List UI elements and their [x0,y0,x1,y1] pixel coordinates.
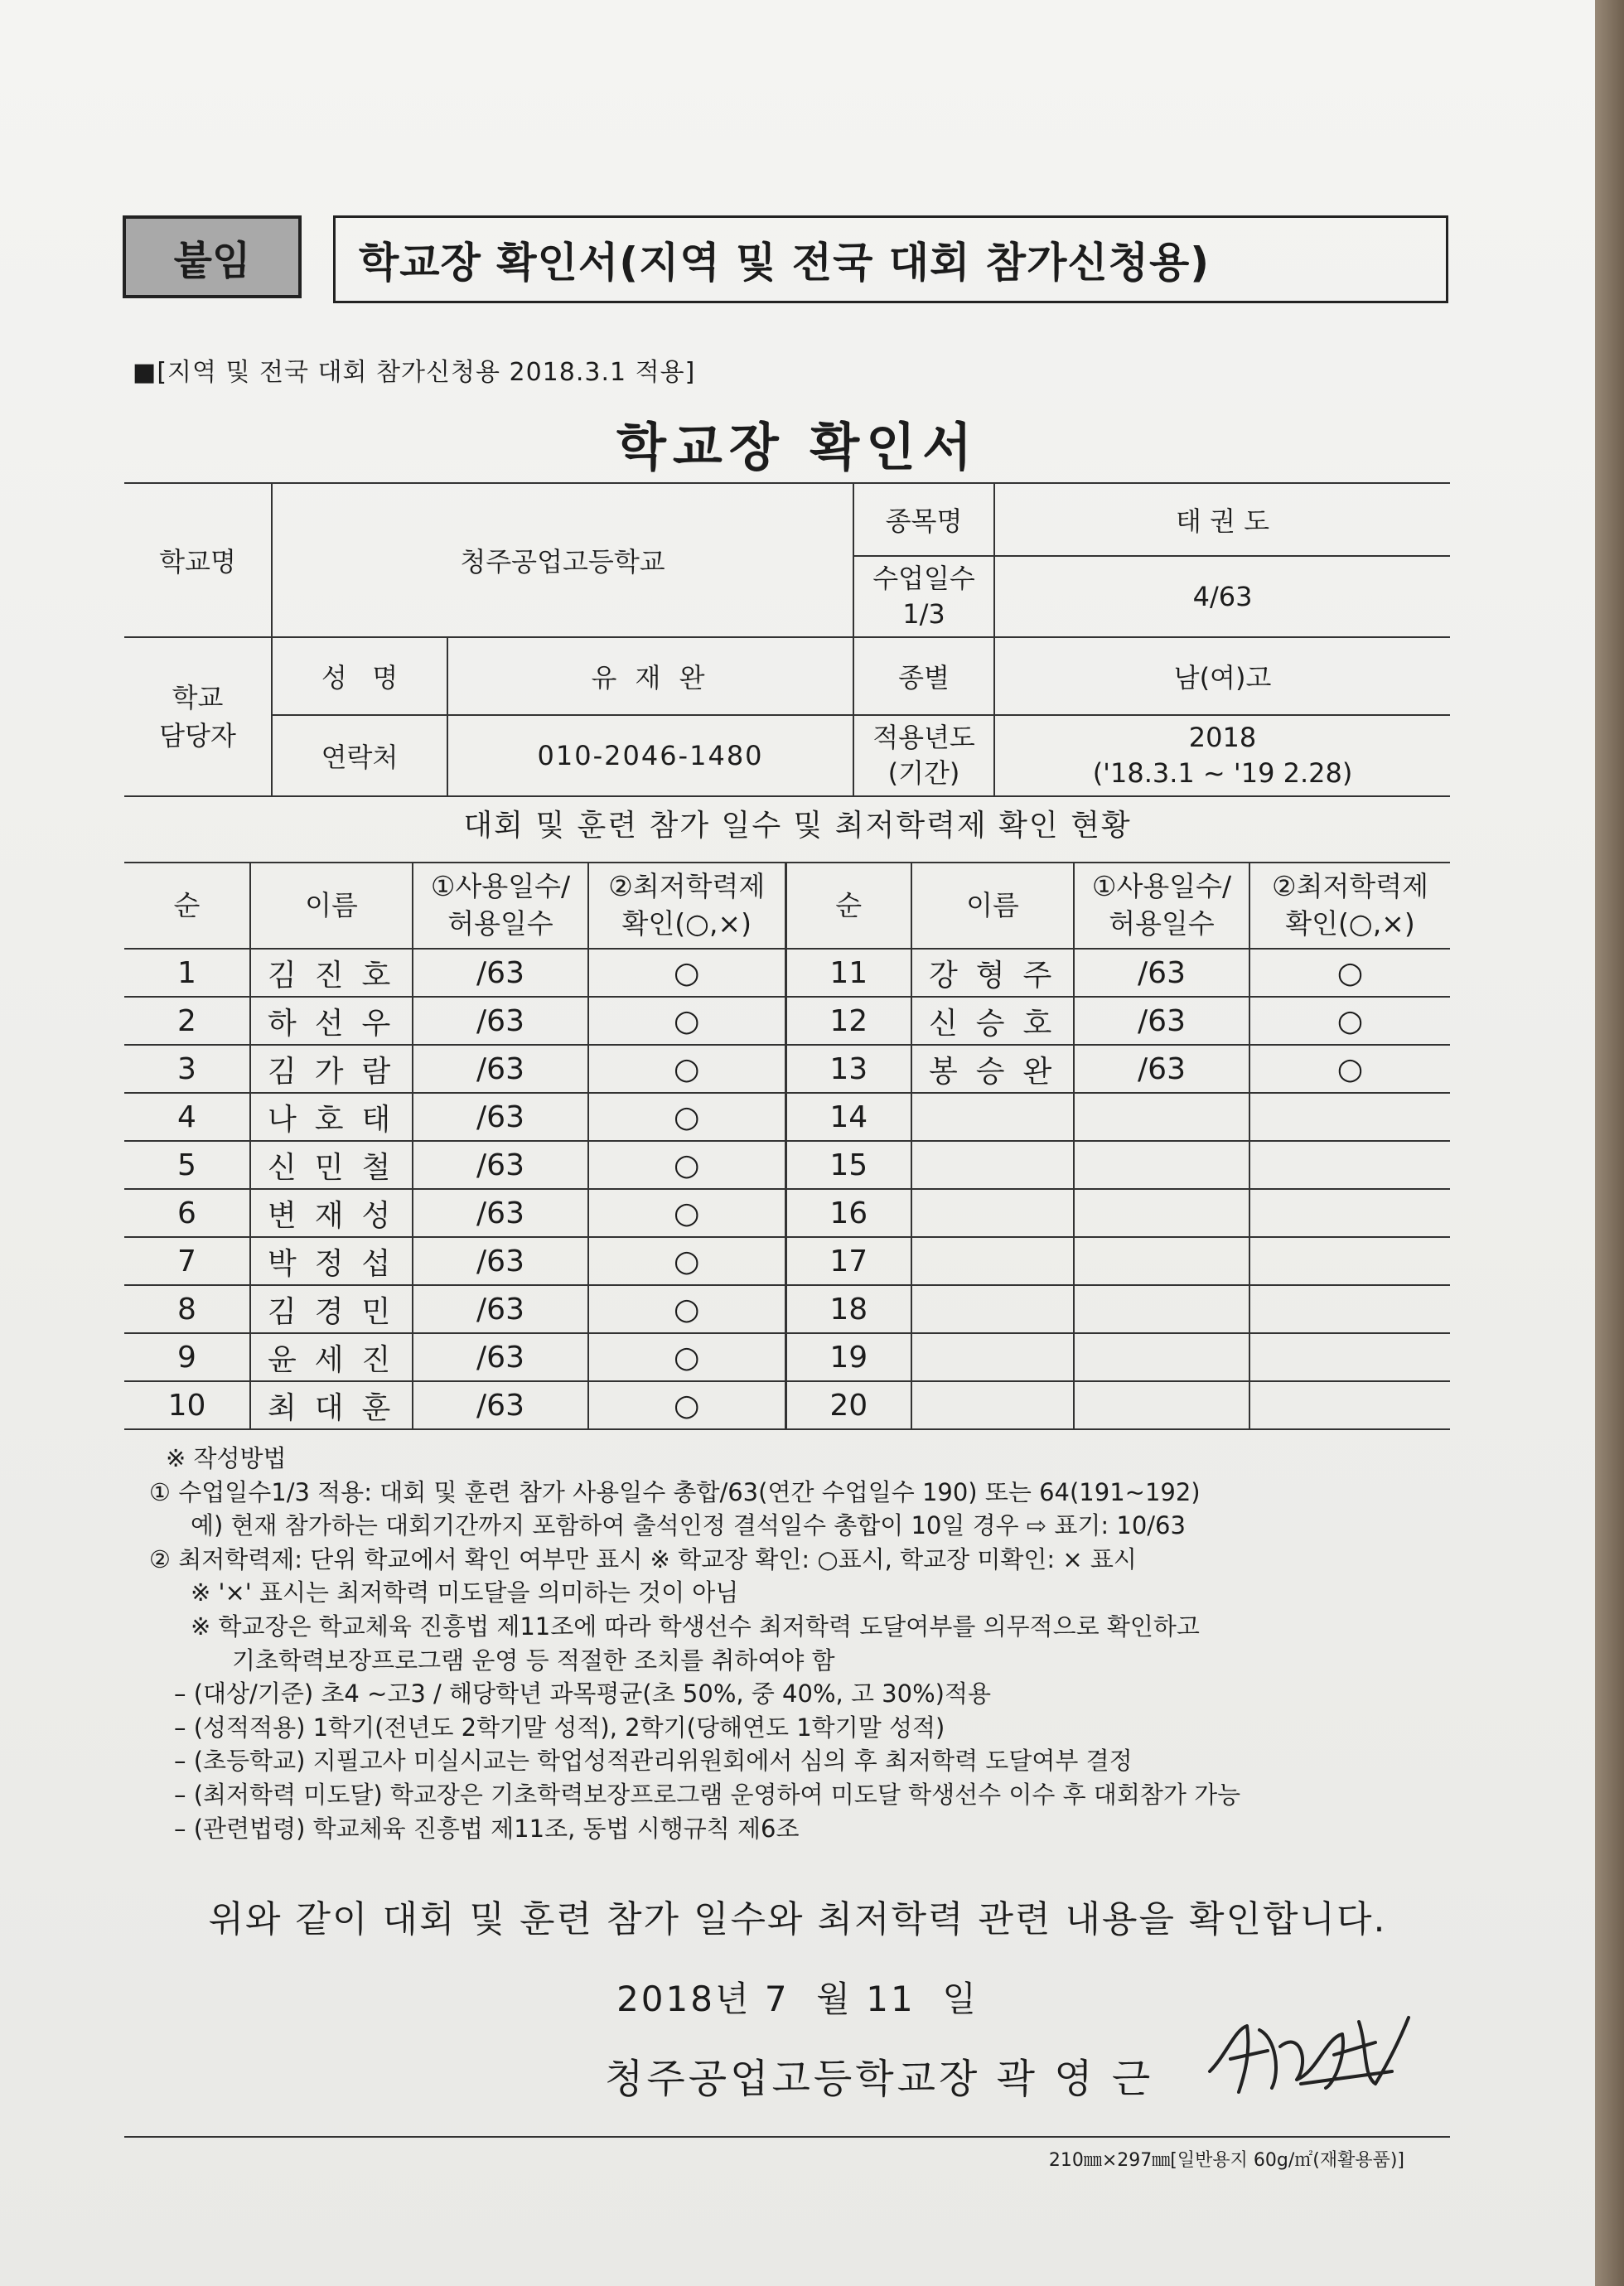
table-row [124,1045,1450,1093]
cell-days: /63 [413,1093,588,1141]
handwritten-signature [1201,2005,1417,2105]
cell-no: 11 [785,949,911,997]
cell-no: 13 [785,1045,911,1093]
cell-days: /63 [413,1045,588,1093]
cell-check: ○ [588,949,785,997]
applicability-label: ■[지역 및 전국 대회 참가신청용 2018.3.1 적용] [133,358,696,387]
cell-no: 16 [785,1189,911,1237]
note-dash-3: – (초등학교) 지필고사 미실시교는 학업성적관리위원회에서 심의 후 최저학력 도달여부 결정 [174,1747,1133,1776]
cell-check: ○ [588,1045,785,1093]
cell-name: 변재성 [250,1189,413,1237]
cell-name: 박정섭 [250,1237,413,1285]
staff-name-label: 성 명 [272,637,447,715]
gender-value: 남(여)고 [994,637,1450,715]
page-title: 학교장 확인서 [616,417,979,477]
sport-value: 태 권 도 [994,483,1450,556]
gender-label: 종별 [853,637,994,715]
header-days: ①사용일수/ 허용일수 [413,863,588,949]
note-1: ① 수업일수1/3 적용: 대회 및 훈련 참가 사용일수 총합/63(연간 수업일수 190) 또는 64(191~192) [149,1477,1201,1506]
table-row [124,1381,1450,1429]
cell-no: 15 [785,1141,911,1189]
school-value: 청주공업고등학교 [272,483,853,637]
cell-days [1074,1189,1249,1237]
header-no: 순 [124,863,250,949]
header-no: 순 [785,863,911,949]
cell-days [1074,1333,1249,1381]
cell-days: /63 [413,1285,588,1333]
cell-days: /63 [1074,1045,1249,1093]
contact-label: 연락처 [272,715,447,796]
cell-no: 9 [124,1333,250,1381]
cell-no: 4 [124,1093,250,1141]
cell-name: 신민철 [250,1141,413,1189]
issue-date: 2018년 7 월 11 일 [616,1979,979,2019]
cell-days: /63 [413,1381,588,1429]
staff-name-value: 유 재 완 [447,637,853,715]
cell-no: 6 [124,1189,250,1237]
note-dash-2: – (성적적용) 1학기(전년도 2학기말 성적), 2학기(당해연도 1학기말 성적) [174,1713,945,1742]
cell-days [1074,1237,1249,1285]
note-2: ② 최저학력제: 단위 학교에서 확인 여부만 표시 ※ 학교장 확인: ○표시, 학교장 미확인: × 표시 [149,1544,1137,1573]
table-row [124,997,1450,1045]
cell-name: 김진호 [250,949,413,997]
class-days-label: 수업일수 1/3 [853,556,994,637]
cell-no: 19 [785,1333,911,1381]
table-row [124,1189,1450,1237]
cell-no: 8 [124,1285,250,1333]
school-label: 학교명 [124,483,272,637]
cell-name: 강형주 [911,949,1074,997]
cell-days: /63 [1074,949,1249,997]
cell-name [911,1381,1074,1429]
cell-check [1249,1285,1450,1333]
cell-check [1249,1237,1450,1285]
note-2-c: 기초학력보장프로그램 운영 등 적절한 조치를 취하여야 함 [232,1646,835,1675]
header-check: ②최저학력제 확인(○,×) [1249,863,1450,949]
cell-days [1074,1285,1249,1333]
note-dash-1: – (대상/기준) 초4 ~고3 / 해당학년 과목평균(초 50%, 중 40%, 고 30%)적용 [174,1679,991,1708]
note-2-b: ※ 학교장은 학교체육 진흥법 제11조에 따라 학생선수 최저학력 도달여부를 의무적으로 확인하고 [191,1612,1200,1641]
cell-no: 12 [785,997,911,1045]
note-1-example: 예) 현재 참가하는 대회기간까지 포함하여 출석인정 결석일수 총합이 10일 경우 ⇨ 표기: 10/63 [191,1511,1186,1540]
table-row [124,1093,1450,1141]
instructions-heading: ※ 작성방법 [166,1444,287,1472]
header-days: ①사용일수/ 허용일수 [1074,863,1249,949]
cell-check: ○ [588,1381,785,1429]
sport-label: 종목명 [853,483,994,556]
table-row [124,1237,1450,1285]
cell-name [911,1285,1074,1333]
footer-divider [124,2136,1450,2138]
cell-check: ○ [1249,949,1450,997]
cell-check: ○ [588,997,785,1045]
table-row [124,1333,1450,1381]
table-row [124,1285,1450,1333]
cell-days [1074,1093,1249,1141]
cell-check [1249,1093,1450,1141]
cell-check: ○ [588,1237,785,1285]
document-header [123,215,1448,305]
table-row [124,949,1450,997]
note-dash-4: – (최저학력 미도달) 학교장은 기초학력보장프로그램 운영하여 미도달 학생선수 이수 후 대회참가 가능 [174,1780,1241,1809]
cell-check: ○ [588,1093,785,1141]
year-label: 적용년도 (기간) [853,715,994,796]
contact-value: 010-2046-1480 [447,715,853,796]
cell-days [1074,1141,1249,1189]
cell-check [1249,1189,1450,1237]
cell-check: ○ [588,1189,785,1237]
note-dash-5: – (관련법령) 학교체육 진흥법 제11조, 동법 시행규칙 제6조 [174,1814,800,1843]
class-days-value: 4/63 [994,556,1450,637]
cell-name [911,1237,1074,1285]
cell-name [911,1189,1074,1237]
staff-label: 학교 담당자 [124,637,272,796]
header-name: 이름 [250,863,413,949]
cell-no: 14 [785,1093,911,1141]
document-heading: 학교장 확인서(지역 및 전국 대회 참가신청용) [333,215,1448,303]
cell-check: ○ [588,1141,785,1189]
cell-name [911,1333,1074,1381]
header-name: 이름 [911,863,1074,949]
cell-no: 2 [124,997,250,1045]
cell-name: 신승호 [911,997,1074,1045]
cell-check [1249,1333,1450,1381]
cell-check: ○ [1249,997,1450,1045]
cell-days: /63 [413,1141,588,1189]
cell-no: 10 [124,1381,250,1429]
cell-no: 20 [785,1381,911,1429]
year-value: 2018 ('18.3.1 ~ '19 2.28) [994,715,1450,796]
cell-check [1249,1381,1450,1429]
cell-check: ○ [588,1285,785,1333]
instructions [149,1442,1491,1845]
cell-check: ○ [588,1333,785,1381]
cell-days: /63 [413,1237,588,1285]
cell-no: 1 [124,949,250,997]
cell-days: /63 [413,949,588,997]
school-info-table [124,482,1450,797]
cell-days: /63 [413,1189,588,1237]
cell-days: /63 [413,1333,588,1381]
confirmation-statement: 위와 같이 대회 및 훈련 참가 일수와 최저학력 관련 내용을 확인합니다. [208,1898,1387,1940]
cell-days [1074,1381,1249,1429]
note-2-a: ※ '×' 표시는 최저학력 미도달을 의미하는 것이 아님 [191,1578,739,1607]
paper-spec: 210㎜×297㎜[일반용지 60g/㎡(재활용품)] [1048,2150,1404,2171]
cell-no: 18 [785,1285,911,1333]
cell-name: 최대훈 [250,1381,413,1429]
table-row [124,1141,1450,1189]
roster-title: 대회 및 훈련 참가 일수 및 최저학력제 확인 현황 [463,809,1132,843]
cell-days: /63 [1074,997,1249,1045]
cell-name: 나호태 [250,1093,413,1141]
cell-name: 하선우 [250,997,413,1045]
cell-no: 7 [124,1237,250,1285]
cell-name: 윤세진 [250,1333,413,1381]
attachment-tag: 붙임 [123,215,302,298]
cell-name [911,1141,1074,1189]
header-check: ②최저학력제 확인(○,×) [588,863,785,949]
cell-name: 봉승완 [911,1045,1074,1093]
cell-name: 김경민 [250,1285,413,1333]
cell-no: 3 [124,1045,250,1093]
cell-no: 17 [785,1237,911,1285]
cell-no: 5 [124,1141,250,1189]
cell-check [1249,1141,1450,1189]
cell-days: /63 [413,997,588,1045]
roster-table [124,862,1450,1430]
principal-name: 청주공업고등학교장 곽 영 근 [605,2056,1154,2102]
cell-name: 김가람 [250,1045,413,1093]
background-edge [1591,0,1624,2286]
cell-name [911,1093,1074,1141]
cell-check: ○ [1249,1045,1450,1093]
